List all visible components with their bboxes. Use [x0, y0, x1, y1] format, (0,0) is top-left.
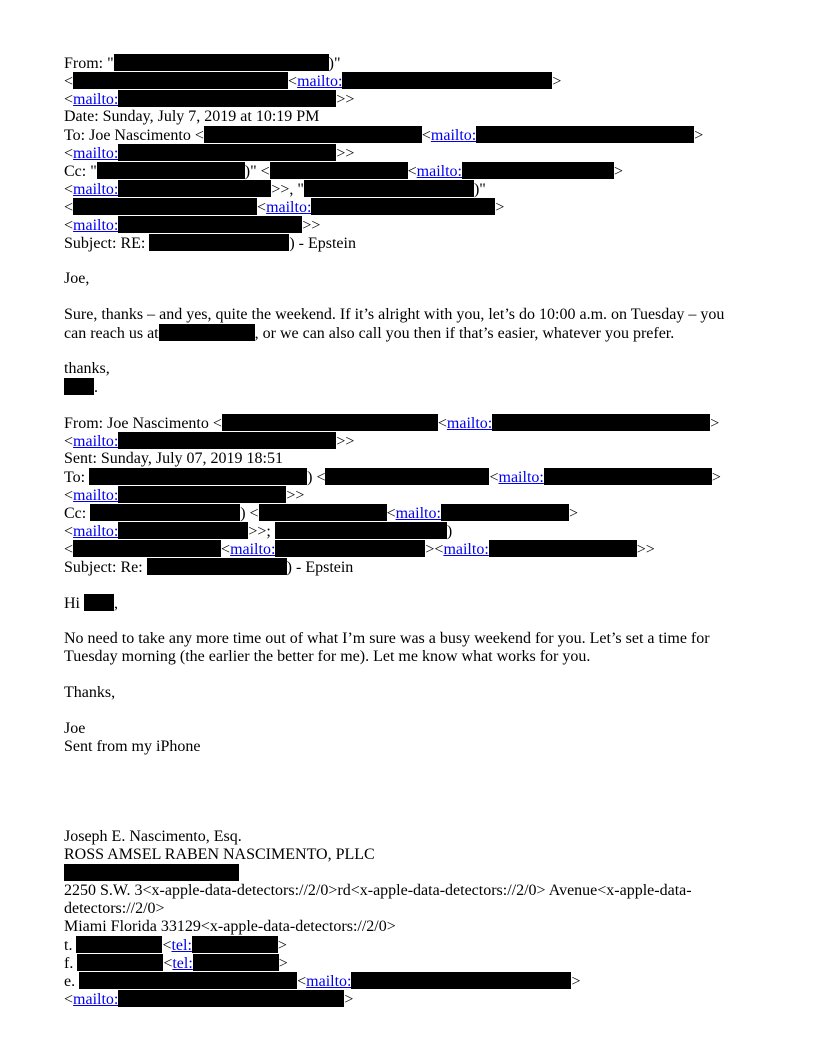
mailto-link[interactable]: mailto: — [297, 73, 343, 90]
email1-to-mailto-line: <mailto: >> — [64, 145, 355, 162]
email2-to-mailto-line: <mailto: >> — [64, 487, 305, 504]
email2-cc-line-2: <mailto: >>; ) — [64, 523, 453, 540]
redaction-bar — [76, 936, 162, 953]
mailto-link[interactable]: mailto: — [73, 145, 119, 162]
mailto-link[interactable]: mailto: — [73, 487, 119, 504]
redaction-bar — [275, 540, 425, 557]
signature-email-mailto: <mailto: > — [64, 991, 354, 1008]
redaction-bar — [89, 468, 307, 485]
redaction-bar — [325, 468, 489, 485]
redaction-bar — [204, 126, 422, 143]
signature-fax: f. <tel: > — [64, 955, 288, 972]
email1-from-line: From: " )" — [64, 55, 341, 72]
redaction-bar — [64, 864, 239, 881]
tel-link[interactable]: tel: — [172, 955, 193, 972]
redaction-bar — [97, 162, 245, 179]
mailto-link[interactable]: mailto: — [73, 433, 119, 450]
email2-cc-line-3: < <mailto: ><mailto: >> — [64, 541, 655, 558]
redaction-bar — [441, 504, 569, 521]
mailto-link[interactable]: mailto: — [446, 415, 493, 432]
tel-link[interactable]: tel: — [171, 937, 192, 954]
mailto-link[interactable]: mailto: — [73, 523, 119, 540]
mailto-link[interactable]: mailto: — [416, 163, 462, 180]
redaction-bar — [118, 216, 302, 233]
email1-from-address-line: < <mailto: > — [64, 73, 562, 90]
email1-body-line-2: can reach us at , or we can also call you then if that’s easier, whatever you prefer. — [64, 325, 675, 342]
signature-name: Joseph E. Nascimento, Esq. — [64, 828, 242, 845]
redaction-bar — [118, 180, 271, 197]
email1-signoff-name: . — [64, 378, 98, 396]
signature-firm: ROSS AMSEL RABEN NASCIMENTO, PLLC — [64, 846, 375, 863]
email1-cc-line: Cc: " )" < <mailto: > — [64, 163, 624, 180]
mailto-link[interactable]: mailto: — [306, 973, 352, 990]
email1-cc-line-4: <mailto: >> — [64, 217, 321, 234]
redaction-bar — [222, 414, 438, 431]
redaction-bar — [73, 198, 257, 215]
redaction-bar — [259, 504, 387, 521]
signature-address-2: detectors://2/0> — [64, 900, 165, 917]
redaction-bar — [118, 144, 336, 161]
mailto-link[interactable]: mailto: — [395, 505, 441, 522]
mailto-link[interactable]: mailto: — [73, 91, 119, 108]
signature-redacted-line — [64, 864, 239, 882]
redaction-bar — [489, 540, 637, 557]
redaction-bar — [351, 972, 571, 989]
redaction-bar — [147, 558, 287, 575]
email2-name: Joe — [64, 720, 86, 737]
redaction-bar — [118, 522, 248, 539]
redaction-bar — [114, 54, 329, 71]
redaction-bar — [84, 594, 114, 611]
redaction-bar — [462, 162, 614, 179]
redaction-bar — [149, 234, 289, 251]
redaction-bar — [193, 954, 279, 971]
email1-to-line: To: Joe Nascimento < <mailto: > — [64, 127, 704, 144]
redaction-bar — [118, 990, 344, 1007]
mailto-link[interactable]: mailto: — [73, 217, 119, 234]
email1-subject: Subject: RE: ) - Epstein — [64, 235, 356, 252]
signature-address-1: 2250 S.W. 3<x-apple-data-detectors://2/0>rd<x-apple-data-detectors://2/0> Avenue<x-apple-data- — [64, 882, 692, 899]
email2-from-line: From: Joe Nascimento < <mailto: > — [64, 415, 720, 432]
redaction-bar — [118, 432, 336, 449]
mailto-link[interactable]: mailto: — [73, 181, 119, 198]
email1-date: Date: Sunday, July 7, 2019 at 10:19 PM — [64, 108, 320, 125]
redaction-bar — [118, 486, 286, 503]
redaction-bar — [79, 972, 297, 989]
signature-email: e. <mailto: > — [64, 973, 581, 990]
redaction-bar — [73, 540, 221, 557]
redaction-bar — [159, 324, 255, 341]
mailto-link[interactable]: mailto: — [430, 127, 477, 144]
email2-sent: Sent: Sunday, July 07, 2019 18:51 — [64, 450, 283, 467]
email1-body-line-1: Sure, thanks – and yes, quite the weekend. If it’s alright with you, let’s do 10:00 a.m. on Tuesday – you — [64, 306, 725, 323]
redaction-bar — [77, 954, 163, 971]
email2-subject: Subject: Re: ) - Epstein — [64, 559, 354, 576]
email1-greeting: Joe, — [64, 270, 90, 287]
redaction-bar — [304, 180, 474, 197]
redaction-bar — [73, 72, 288, 89]
email2-greeting: Hi , — [64, 595, 118, 612]
mailto-link[interactable]: mailto: — [443, 541, 489, 558]
email1-cc-line-2: <mailto: >>, " )" — [64, 181, 486, 198]
signature-phone: t. <tel: > — [64, 937, 287, 954]
mailto-link[interactable]: mailto: — [266, 199, 312, 216]
redaction-bar — [192, 936, 278, 953]
mailto-link[interactable]: mailto: — [498, 469, 544, 486]
redaction-bar — [90, 504, 240, 521]
mailto-link[interactable]: mailto: — [73, 991, 119, 1008]
redaction-bar — [476, 126, 694, 143]
email1-cc-line-3: < <mailto: > — [64, 199, 505, 216]
redaction-bar — [544, 468, 712, 485]
email1-signoff: thanks, — [64, 360, 110, 377]
redaction-bar — [342, 72, 552, 89]
email2-from-mailto-line: <mailto: >> — [64, 433, 355, 450]
redaction-bar — [275, 522, 447, 539]
redaction-bar — [64, 378, 94, 395]
redaction-bar — [311, 198, 495, 215]
email2-body-line-1: No need to take any more time out of what I’m sure was a busy weekend for you. Let’s set a time for — [64, 630, 710, 647]
email2-cc-line: Cc: ) < <mailto: > — [64, 505, 578, 522]
email2-thanks: Thanks, — [64, 684, 116, 701]
email2-body-line-2: Tuesday morning (the earlier the better for me). Let me know what works for you. — [64, 648, 591, 665]
signature-city: Miami Florida 33129<x-apple-data-detectors://2/0> — [64, 918, 396, 935]
email2-to-line: To: ) < <mailto: > — [64, 469, 721, 486]
redaction-bar — [270, 162, 408, 179]
redaction-bar — [118, 90, 336, 107]
mailto-link[interactable]: mailto: — [230, 541, 276, 558]
email1-from-mailto-line: <mailto: >> — [64, 91, 355, 108]
email2-sent-from: Sent from my iPhone — [64, 738, 201, 755]
redaction-bar — [492, 414, 710, 431]
